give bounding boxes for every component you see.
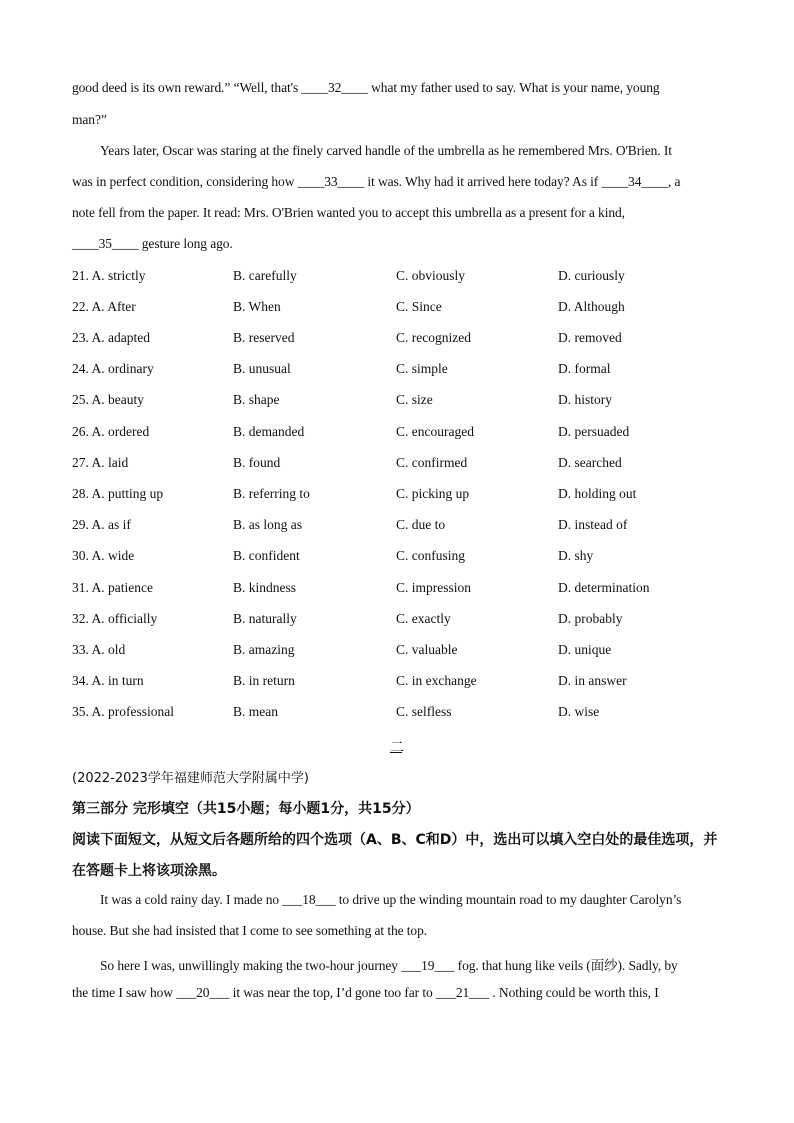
option-c: C. obviously (396, 268, 466, 283)
option-c: C. size (396, 392, 433, 407)
option-b: B. amazing (233, 642, 295, 657)
option-a: 26. A. ordered (72, 424, 150, 439)
option-row-31 (0, 580, 794, 600)
option-b: B. kindness (233, 580, 297, 595)
option-c: C. confirmed (396, 455, 468, 470)
option-d: D. instead of (558, 517, 628, 532)
option-d: D. unique (558, 642, 612, 657)
option-b: B. in return (233, 673, 295, 688)
option-d: D. Although (558, 299, 625, 314)
option-c: C. simple (396, 361, 448, 376)
option-c: C. impression (396, 580, 472, 595)
option-c: C. in exchange (396, 673, 477, 688)
option-a: 23. A. adapted (72, 330, 150, 345)
option-d: D. searched (558, 455, 622, 470)
option-c: C. selfless (396, 704, 452, 719)
option-b: B. reserved (233, 330, 295, 345)
option-row-24 (0, 361, 794, 381)
option-row-25 (0, 392, 794, 412)
option-c: C. encouraged (396, 424, 474, 439)
option-d: D. removed (558, 330, 622, 345)
option-d: D. persuaded (558, 424, 630, 439)
passage-line: So here I was, unwillingly making the two-hour journey ___19___ fog. that hung like veils (面纱). Sadly, by (100, 958, 678, 973)
option-row-29 (0, 517, 794, 537)
option-row-35 (0, 704, 794, 724)
option-row-22 (0, 299, 794, 319)
option-a: 32. A. officially (72, 611, 158, 626)
option-a: 28. A. putting up (72, 486, 164, 501)
option-b: B. referring to (233, 486, 310, 501)
passage-line: was in perfect condition, considering how ____33____ it was. Why had it arrived here today? As if ____34____, a (72, 174, 681, 189)
option-a: 22. A. After (72, 299, 136, 314)
section-marker: 二 (390, 740, 404, 756)
option-a: 35. A. professional (72, 704, 174, 719)
passage-line: man?” (72, 112, 107, 127)
option-row-34 (0, 673, 794, 693)
option-a: 27. A. laid (72, 455, 129, 470)
passage-line: It was a cold rainy day. I made no ___18___ to drive up the winding mountain road to my daughter Carolyn’s (100, 892, 682, 907)
option-b: B. confident (233, 548, 300, 563)
option-a: 33. A. old (72, 642, 126, 657)
option-a: 31. A. patience (72, 580, 153, 595)
passage-line: the time I saw how ___20___ it was near the top, I’d gone too far to ___21___ . Nothing could be worth this, I (72, 985, 659, 1000)
passage-line: good deed is its own reward.” “Well, that's ____32____ what my father used to say. What is your name, young (72, 80, 660, 95)
passage-line: house. But she had insisted that I come to see something at the top. (72, 923, 428, 938)
option-b: B. carefully (233, 268, 297, 283)
option-a: 29. A. as if (72, 517, 131, 532)
passage-line: Years later, Oscar was staring at the finely carved handle of the umbrella as he remembered Mrs. O'Brien. It (100, 143, 672, 158)
option-row-26 (0, 424, 794, 444)
option-a: 21. A. strictly (72, 268, 146, 283)
option-d: D. shy (558, 548, 594, 563)
option-c: C. exactly (396, 611, 451, 626)
option-d: D. curiously (558, 268, 625, 283)
passage-line: note fell from the paper. It read: Mrs. O'Brien wanted you to accept this umbrella as a present for a kind, (72, 205, 625, 220)
option-b: B. unusual (233, 361, 291, 376)
option-row-21 (0, 268, 794, 288)
option-row-23 (0, 330, 794, 350)
option-a: 30. A. wide (72, 548, 135, 563)
option-a: 24. A. ordinary (72, 361, 154, 376)
option-a: 25. A. beauty (72, 392, 144, 407)
instruction-line: 阅读下面短文，从短文后各题所给的四个选项（A、B、C和D）中，选出可以填入空白处的最佳选项，并 (72, 832, 718, 848)
option-b: B. as long as (233, 517, 302, 532)
option-row-27 (0, 455, 794, 475)
option-row-32 (0, 611, 794, 631)
option-row-28 (0, 486, 794, 506)
section-marker-underline (390, 752, 402, 753)
option-d: D. wise (558, 704, 600, 719)
option-b: B. demanded (233, 424, 305, 439)
option-b: B. mean (233, 704, 278, 719)
option-a: 34. A. in turn (72, 673, 144, 688)
option-d: D. determination (558, 580, 650, 595)
option-d: D. history (558, 392, 612, 407)
option-c: C. due to (396, 517, 446, 532)
option-c: C. confusing (396, 548, 465, 563)
option-row-30 (0, 548, 794, 568)
passage-line: ____35____ gesture long ago. (72, 236, 233, 251)
option-b: B. shape (233, 392, 280, 407)
option-c: C. recognized (396, 330, 471, 345)
source-label: (2022-2023学年福建师范大学附属中学) (72, 771, 310, 786)
option-c: C. Since (396, 299, 442, 314)
option-b: B. When (233, 299, 281, 314)
option-d: D. in answer (558, 673, 627, 688)
option-d: D. formal (558, 361, 611, 376)
option-b: B. found (233, 455, 281, 470)
option-c: C. picking up (396, 486, 470, 501)
instruction-line: 在答题卡上将该项涂黑。 (72, 863, 226, 879)
part-title: 第三部分 完形填空（共15小题；每小题1分，共15分） (72, 801, 420, 817)
option-b: B. naturally (233, 611, 297, 626)
option-d: D. holding out (558, 486, 637, 501)
option-c: C. valuable (396, 642, 458, 657)
option-row-33 (0, 642, 794, 662)
option-d: D. probably (558, 611, 623, 626)
